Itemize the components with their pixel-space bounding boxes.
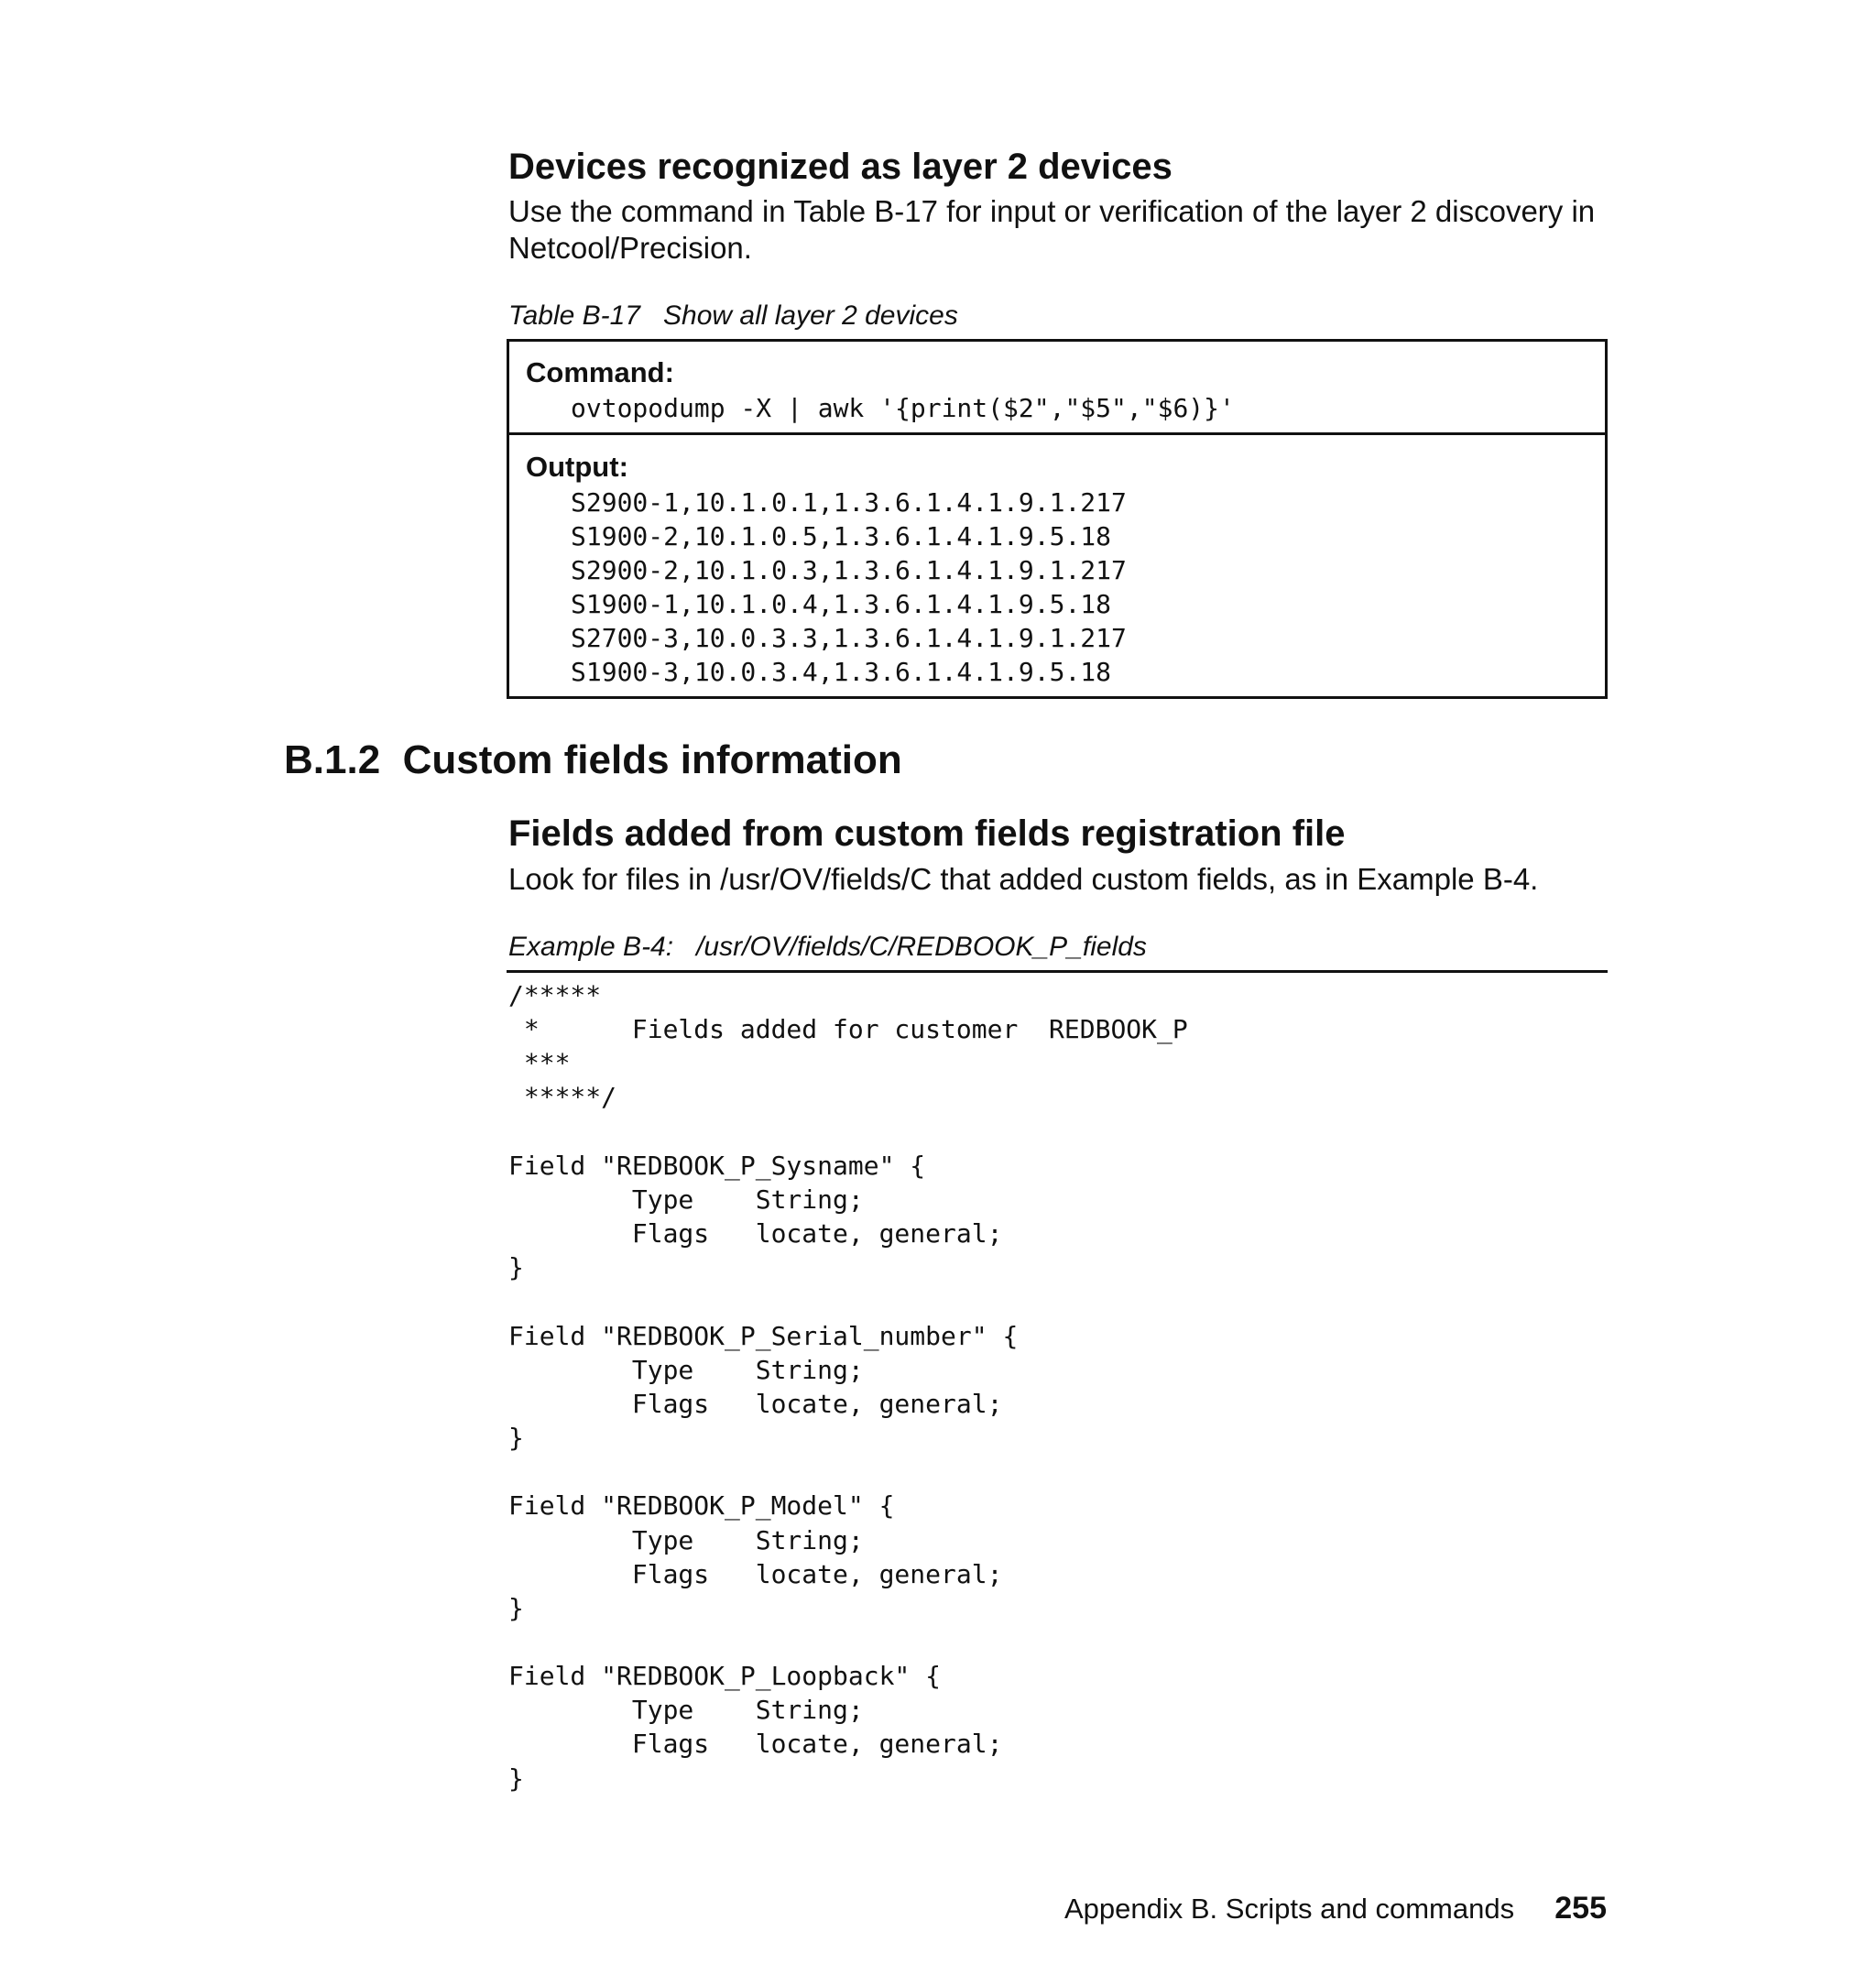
output-label: Output: <box>526 451 628 483</box>
footer-chapter-title: Appendix B. Scripts and commands <box>1064 1893 1515 1925</box>
command-row <box>509 342 1605 435</box>
fields-heading: Fields added from custom fields registration file <box>508 813 1346 854</box>
devices-body-text: Use the command in Table B-17 for input or verification of the layer 2 discovery in Netcool/Precision. <box>508 194 1596 265</box>
command-table <box>507 339 1608 699</box>
table-caption: Table B-17 Show all layer 2 devices <box>508 300 958 331</box>
command-code: ovtopodump -X | awk '{print($2","$5","$6)}' <box>571 393 1235 423</box>
command-label: Command: <box>526 356 674 388</box>
output-code: S2900-1,10.1.0.1,1.3.6.1.4.1.9.1.217 S1900-2,10.1.0.5,1.3.6.1.4.1.9.5.18 S2900-2,10.1.0.3,1.3.6.1.4.1.9.1.217 S1900-1,10.1.0.4,1.3.6.1.4.1.9.5.18 S2700-3,10.0.3.3,1.3.6.1.4.1.9.1.217 S1900-3,10.0.3.4,1.3.6.1.4.1.9.5.18 <box>571 487 1127 687</box>
fields-body-text: Look for files in /usr/OV/fields/C that added custom fields, as in Example B-4. <box>508 862 1539 896</box>
page-number: 255 <box>1554 1891 1607 1926</box>
section-heading: B.1.2 Custom fields information <box>284 737 902 782</box>
example-divider <box>507 970 1608 973</box>
devices-heading: Devices recognized as layer 2 devices <box>508 147 1172 187</box>
example-caption: Example B-4: /usr/OV/fields/C/REDBOOK_P_fields <box>508 932 1147 962</box>
example-code-block: /***** * Fields added for customer REDBOOK_P *** *****/ Field "REDBOOK_P_Sysname" { Type String; Flags locate, general; } Field "REDBOOK_P_Serial_number" { Type String; Flags locate, general; } Field "REDBOOK_P_Model" { Type String; Flags locate, general; } Field "REDBOOK_P_Loopback" { Type String; Flags locate, general; } <box>508 980 1188 1794</box>
output-row <box>509 435 1605 696</box>
